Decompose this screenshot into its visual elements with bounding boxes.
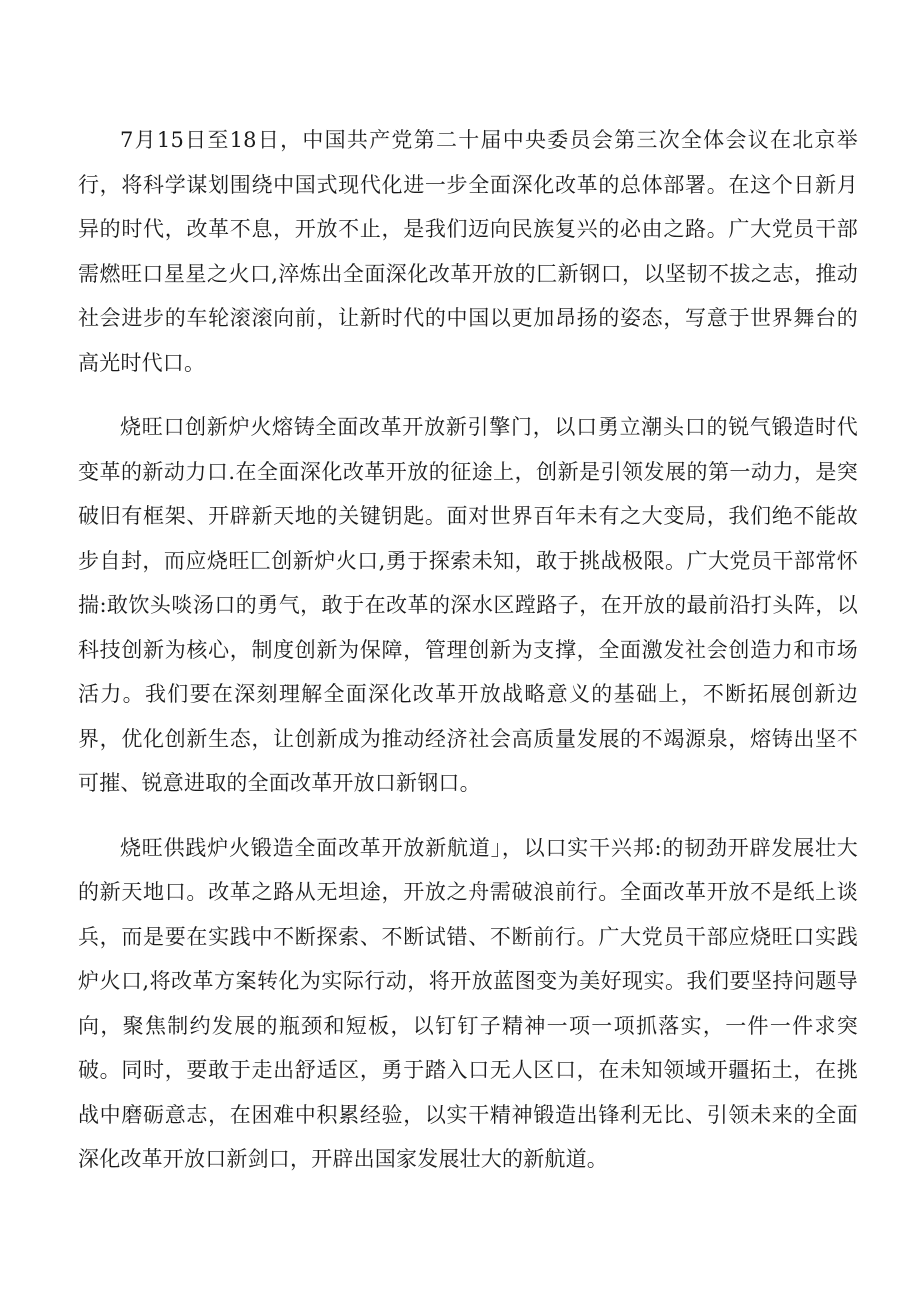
paragraph-3: 烧旺供践炉火锻造全面改革开放新航道」，以口实干兴邦:的韧劲开辟发展壮大的新天地口。改革之路从无坦途，开放之舟需破浪前行。全面改革开放不是纸上谈兵，而是要在实践中不断探索、不断试错、不断前行。广大党员干部应烧旺口实践炉火口,将改革方案转化为实际行动，将开放蓝图变为美好现实。我们要坚持问题导向，聚焦制约发展的瓶颈和短板，以钉钉子精神一项一项抓落实，一件一件求突破。同时，要敢于走出舒适区，勇于踏入口无人区口，在未知领域开疆拓土，在挑战中磨砺意志，在困难中积累经验，以实干精神锻造出锋利无比、引领未来的全面深化改革开放口新剑口，开辟出国家发展壮大的新航道。 (78, 835, 858, 1171)
document-body (78, 118, 858, 1182)
paragraph-2: 烧旺口创新炉火熔铸全面改革开放新引擎门，以口勇立潮头口的锐气锻造时代变革的新动力口.在全面深化改革开放的征途上，创新是引领发展的第一动力，是突破旧有框架、开辟新天地的关键钥匙。面对世界百年未有之大变局，我们绝不能故步自封，而应烧旺匚创新炉火口,勇于探索未知，敢于挑战极限。广大党员干部常怀揣:敢饮头啖汤口的勇气，敢于在改革的深水区蹚路子，在开放的最前沿打头阵，以科技创新为核心，制度创新为保障，管理创新为支撑，全面激发社会创造力和市场活力。我们要在深刻理解全面深化改革开放战略意义的基础上，不断拓展创新边界，优化创新生态，让创新成为推动经济社会高质量发展的不竭源泉，熔铸出坚不可摧、锐意进取的全面改革开放口新钢口。 (78, 415, 858, 795)
paragraph-1: 7月15日至18日，中国共产党第二十届中央委员会第三次全体会议在北京举行，将科学谋划围绕中国式现代化进一步全面深化改革的总体部署。在这个日新月异的时代，改革不息，开放不止，是我们迈向民族复兴的必由之路。广大党员干部需燃旺口星星之火口,淬炼出全面深化改革开放的匚新钢口，以坚韧不拔之志，推动社会进步的车轮滚滚向前，让新时代的中国以更加昂扬的姿态，写意于世界舞台的高光时代口。 (78, 128, 858, 375)
